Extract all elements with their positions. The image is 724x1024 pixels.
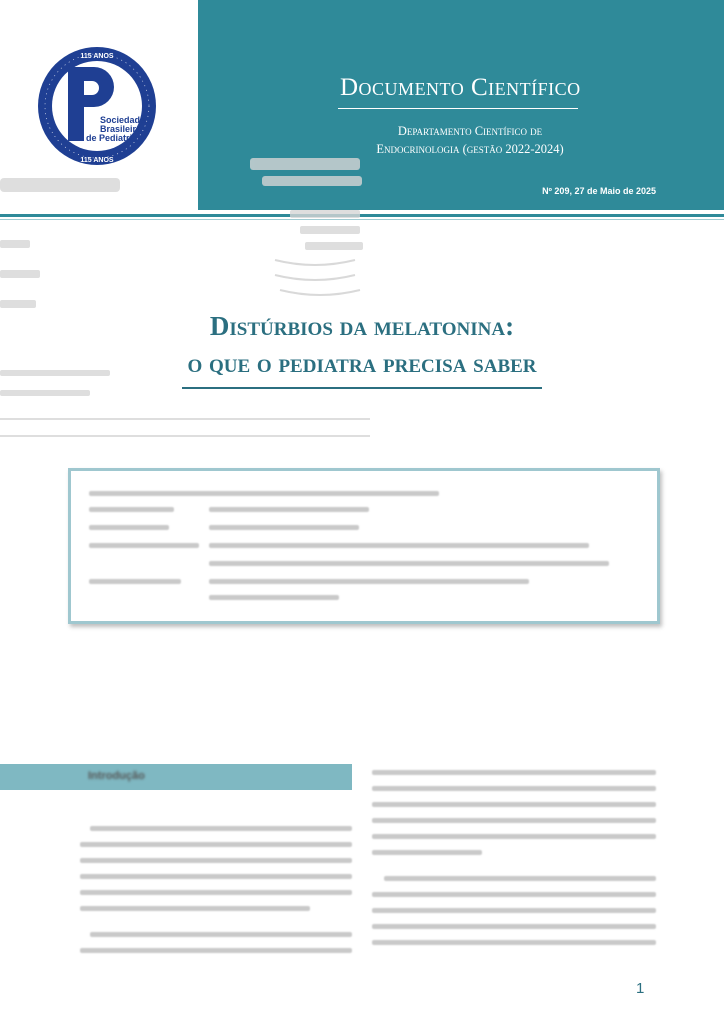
issue-date: Nº 209, 27 de Maio de 2025 (542, 186, 656, 196)
department-line-2: Endocrinologia (gestão 2022-2024) (376, 142, 564, 156)
article-title-line-2: o que o pediatra precisa saber (187, 348, 537, 378)
blurred-text-line (372, 786, 656, 791)
blurred-text-line (372, 818, 656, 823)
section-heading: Introdução (88, 770, 145, 782)
logo-ring-text-bottom: 115 ANOS (80, 157, 114, 164)
blurred-text-line (90, 826, 352, 831)
blurred-text-line (80, 948, 352, 953)
blurred-text-line (80, 874, 352, 879)
department-line-1: Departamento Científico de (397, 124, 543, 138)
blurred-text-line (372, 802, 656, 807)
article-title-line-1: Distúrbios da melatonina: (209, 311, 515, 341)
logo-ring-text-top: 115 ANOS (80, 53, 114, 60)
blurred-text-line (372, 924, 656, 929)
logo-text-line-3: de Pediatria (86, 133, 138, 143)
blurred-text-line (384, 876, 656, 881)
blurred-text-line (372, 940, 656, 945)
blurred-text-line (372, 892, 656, 897)
blurred-text-line (372, 770, 656, 775)
blurred-text-line (80, 842, 352, 847)
blurred-text-line (372, 908, 656, 913)
blurred-text-line (372, 850, 482, 855)
blurred-text-line (80, 858, 352, 863)
blurred-text-line (80, 890, 352, 895)
blurred-text-line (372, 834, 656, 839)
blurred-text-line (80, 906, 310, 911)
logo-text-line-2: Brasileira (100, 124, 142, 134)
page-number: 1 (636, 980, 645, 997)
blurred-text-line (90, 932, 352, 937)
logo-text-line-1: Sociedade (100, 115, 146, 125)
document-type-title: Documento Científico (340, 74, 581, 101)
